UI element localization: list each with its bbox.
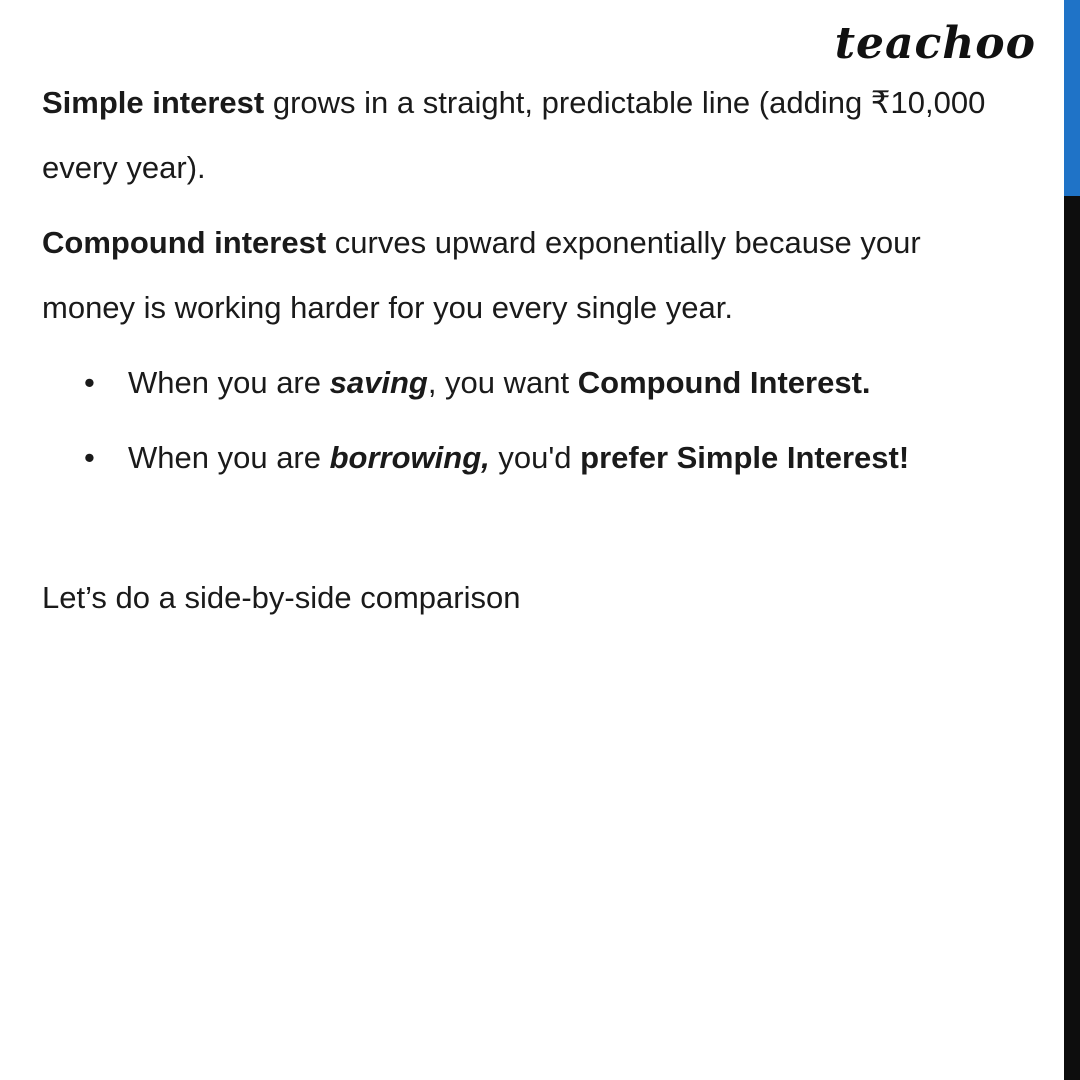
bullet-saving-emphasis: saving — [329, 365, 428, 400]
bullet-borrowing-pre: When you are — [128, 440, 330, 475]
compound-interest-text: curves upward exponentially because your money is working harder for you every single year. — [42, 225, 921, 325]
side-bar-accent — [1064, 0, 1080, 196]
simple-interest-term: Simple interest — [42, 85, 265, 120]
bullet-saving — [42, 350, 1002, 415]
bullet-saving-strong: Compound Interest. — [577, 365, 871, 400]
bullet-dot: • — [84, 365, 95, 400]
teachoo-logo: teachoo — [834, 18, 1036, 69]
simple-interest-paragraph — [42, 70, 1002, 200]
bullet-borrowing — [42, 425, 1002, 490]
bullet-saving-pre: When you are — [128, 365, 330, 400]
bullet-borrowing-emphasis: borrowing, — [329, 440, 490, 475]
bullet-dot: • — [84, 440, 95, 475]
bullet-saving-mid: , you want — [427, 365, 578, 400]
compound-interest-paragraph — [42, 210, 1002, 340]
slide-content — [42, 70, 1002, 640]
simple-interest-text: grows in a straight, predictable line (adding ₹10,000 every year). — [42, 85, 986, 185]
closing-line: Let’s do a side-by-side comparison — [42, 580, 521, 615]
compound-interest-term: Compound interest — [42, 225, 327, 260]
bullet-borrowing-mid: you'd — [489, 440, 581, 475]
bullet-borrowing-strong: prefer Simple Interest! — [580, 440, 910, 475]
bullet-list — [42, 350, 1002, 490]
